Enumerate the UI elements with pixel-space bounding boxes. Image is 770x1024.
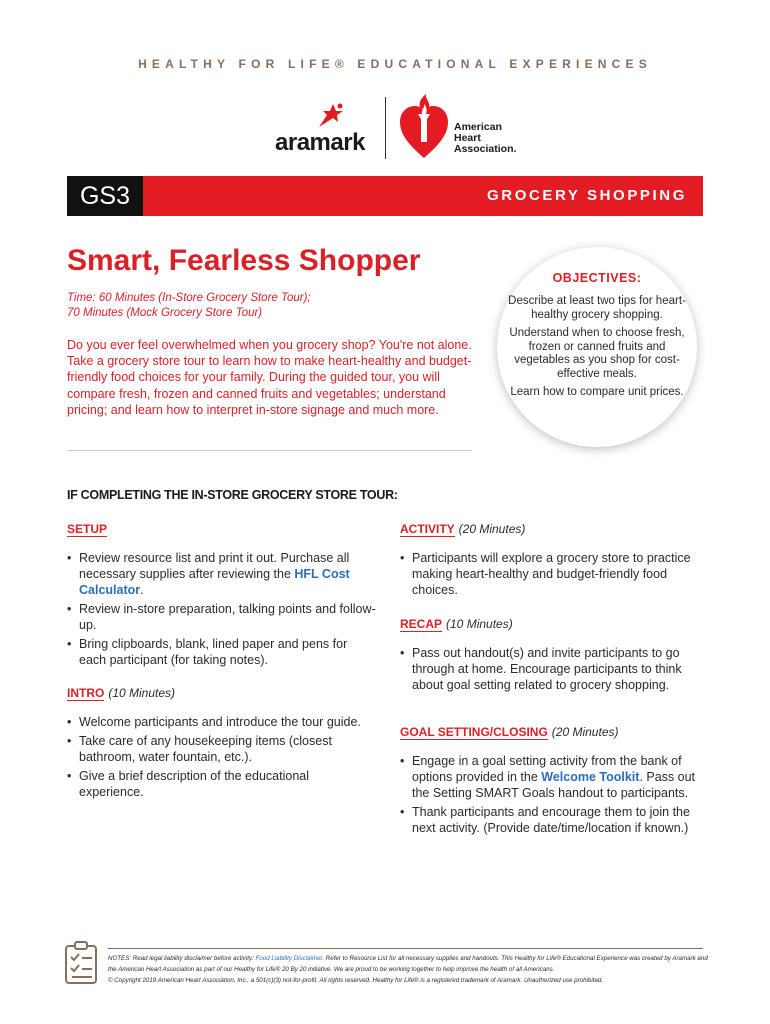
aramark-logo (275, 103, 375, 155)
page-title: Smart, Fearless Shopper (67, 244, 421, 277)
heart-torch-icon (398, 94, 450, 160)
objectives-list (505, 295, 689, 405)
goal-setting-heading: GOAL SETTING/CLOSING (20 Minutes) (400, 725, 619, 739)
tour-heading: IF COMPLETING THE IN-STORE GROCERY STORE TOUR: (67, 488, 398, 502)
list-item: • Engage in a goal setting activity from the bank of options provided in the Welcome Toolkit. Pass out the Setting SMART Goals handout to participants. (400, 753, 700, 801)
activity-heading: ACTIVITY (20 Minutes) (400, 522, 526, 536)
logo-divider (385, 97, 386, 159)
list-item: • Review in-store preparation, talking points and follow-up. (67, 601, 377, 633)
objectives-heading: OBJECTIVES: (552, 271, 642, 285)
aha-logo (398, 94, 528, 164)
list-item: • Thank participants and encourage them to join the next activity. (Provide date/time/location if known.) (400, 804, 700, 836)
aramark-star-icon (305, 103, 345, 129)
banner-title: GROCERY SHOPPING (487, 187, 687, 204)
objective-item: Learn how to compare unit prices. (510, 386, 684, 398)
list-item: • Review resource list and print it out. Purchase all necessary supplies after reviewing the HFL Cost Calculator. (67, 550, 377, 598)
activity-section (400, 522, 700, 601)
intro-section (67, 686, 377, 803)
recap-section (400, 617, 700, 696)
divider (67, 450, 472, 451)
list-item: • Pass out handout(s) and invite participants to go through at home. Encourage participants to think about goal setting related to grocery shopping. (400, 645, 700, 693)
intro-heading: INTRO (10 Minutes) (67, 686, 176, 700)
section-banner (67, 176, 703, 216)
tagline: HEALTHY FOR LIFE® EDUCATIONAL EXPERIENCES (138, 57, 652, 71)
time-info: Time: 60 Minutes (In-Store Grocery Store Tour); 70 Minutes (Mock Grocery Store Tour) (67, 292, 311, 319)
list-item: • Take care of any housekeeping items (closest bathroom, water fountain, etc.). (67, 733, 377, 765)
list-item: • Bring clipboards, blank, lined paper and pens for each participant (for taking notes). (67, 636, 377, 668)
food-liability-disclaimer-link[interactable]: Food Liability Disclaimer (255, 955, 323, 962)
activity-code-badge: GS3 (67, 176, 143, 216)
setup-heading: SETUP (67, 522, 108, 536)
objective-item: Describe at least two tips for heart-healthy grocery shopping. (508, 295, 686, 321)
footer-notes: NOTES: Read legal liability disclaimer before activity: Food Liability Disclaimer. Refer to Resource List for all necessary supplies and handouts. This Healthy for Life® Educational Experience was created by Aramark and the American Heart Association as part of our Healthy for Life® 20 By 20 initiative. We are proud to be working together to help improve the health of all Americans. (108, 955, 708, 973)
footer-copyright: © Copyright 2019 American Heart Association, Inc., a 501(c)(3) not-for-profit. All rights reserved. Healthy for Life® is a registered trademark of Aramark. Unauthorized use prohibited. (108, 977, 604, 984)
list-item: • Welcome participants and introduce the tour guide. (67, 714, 377, 730)
footer-divider (108, 948, 703, 949)
clipboard-checklist-icon (64, 941, 98, 985)
goal-setting-section (400, 725, 700, 839)
setup-section (67, 522, 377, 671)
hfl-cost-calculator-link[interactable]: HFL Cost Calculator (79, 567, 350, 597)
list-item: • Give a brief description of the educational experience. (67, 768, 377, 800)
welcome-toolkit-link[interactable]: Welcome Toolkit (541, 770, 640, 784)
aramark-wordmark: aramark (275, 129, 365, 156)
objective-item: Understand when to choose fresh, frozen or canned fruits and vegetables as you shop for cost-effective meals. (509, 327, 685, 380)
recap-heading: RECAP (10 Minutes) (400, 617, 513, 631)
aha-wordmark: American Heart Association. (454, 121, 517, 155)
intro-paragraph: Do you ever feel overwhelmed when you grocery shop? You're not alone. Take a grocery store tour to learn how to make heart-healthy and budget-friendly food choices for your family. During the guided tour, you will compare fresh, frozen and canned fruits and vegetables; understand pricing; and learn how to interpret in-store signage and much more. (67, 338, 472, 417)
list-item: • Participants will explore a grocery store to practice making heart-healthy and budget-friendly food choices. (400, 550, 700, 598)
